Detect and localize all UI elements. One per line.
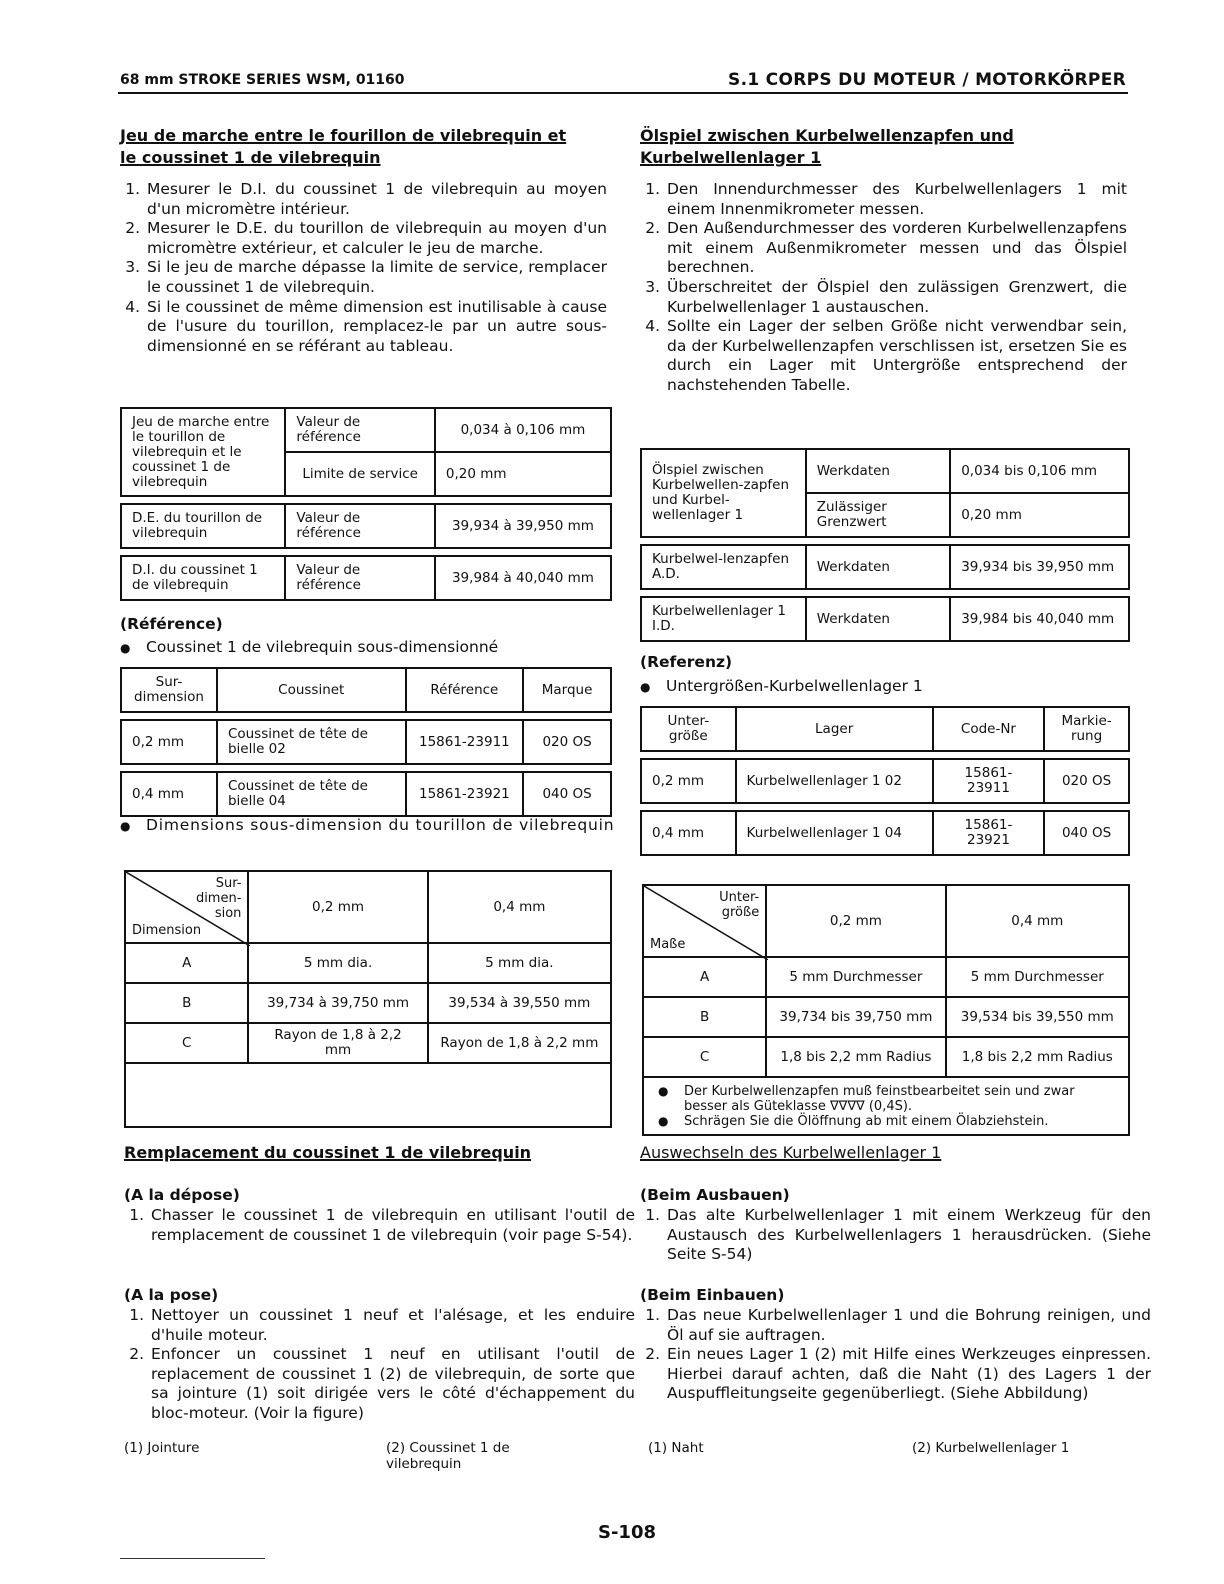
gap-cell — [641, 803, 1129, 811]
table-gap — [641, 751, 1129, 759]
table-cell: Coussinet — [217, 668, 406, 712]
gap-cell — [121, 764, 611, 772]
list-item: 1. Das alte Kurbelwellenlager 1 mit einem Werkzeug für den Austausch des Kurbelwellenlagers 1 herausdrücken. (Siehe Seite S-54) — [665, 1206, 1151, 1265]
de-legend-1: (1) Naht — [648, 1440, 704, 1456]
table-gap — [641, 537, 1129, 545]
list-item: 2. Ein neues Lager 1 (2) mit Hilfe eines Werkzeuges einpressen. Hierbei darauf achten, daß die Naht (1) des Lagers 1 der Auspuffleitungseite gegenüberliegt. (Siehe Abbildung) — [665, 1345, 1151, 1404]
table-cell: D.E. du tourillon de vilebrequin — [121, 504, 285, 548]
table-cell: Valeur de référence — [285, 556, 434, 600]
table-row — [121, 556, 611, 600]
table-cell: Zulässiger Grenzwert — [806, 493, 950, 537]
de-undersize-table — [640, 706, 1130, 856]
de-removal-steps — [640, 1206, 1151, 1265]
list-item: 4. Si le coussinet de même dimension est inutilisable à cause de l'usure du tourillon, remplacez-le par un autre sous-dimensionné en se référant au tableau. — [145, 298, 607, 357]
fr-legend-2: (2) Coussinet 1 de vilebrequin — [386, 1440, 510, 1472]
table-row — [125, 983, 611, 1023]
de-title-line1: Ölspiel zwischen Kurbelwellenzapfen und — [640, 126, 1014, 145]
table-row — [641, 707, 1129, 751]
table-cell: Valeur de référence — [285, 504, 434, 548]
table-cell: 15861-23911 — [933, 759, 1044, 803]
table-cell: 39,734 bis 39,750 mm — [766, 997, 945, 1037]
table-cell: Unter-größe — [641, 707, 736, 751]
diagonal-header-cell — [125, 871, 248, 943]
fr-title — [120, 125, 620, 169]
de-install-heading: (Beim Einbauen) — [640, 1286, 785, 1304]
table-cell: Sur-dimension — [121, 668, 217, 712]
table-row — [641, 545, 1129, 589]
column-header: 0,2 mm — [766, 885, 945, 957]
gap-cell — [121, 548, 611, 556]
table-row — [121, 408, 611, 452]
table-row — [121, 772, 611, 816]
list-item: 1. Das neue Kurbelwellenlager 1 und die Bohrung reinigen, und Öl auf sie auftragen. — [665, 1306, 1151, 1345]
table-cell: 040 OS — [1044, 811, 1129, 855]
table-cell: 0,034 bis 0,106 mm — [950, 449, 1129, 493]
gap-cell — [121, 712, 611, 720]
corner-top-label: Sur-dimen-sion — [195, 876, 242, 921]
fr-removal-steps — [124, 1206, 635, 1245]
table-cell: Coussinet de tête de bielle 02 — [217, 720, 406, 764]
list-item: 3. Si le jeu de marche dépasse la limite de service, remplacer le coussinet 1 de vilebrequin. — [145, 258, 607, 297]
table-cell: Ölspiel zwischen Kurbelwellen-zapfen und Kurbel-wellenlager 1 — [641, 449, 806, 537]
header-series: 68 mm STROKE SERIES WSM, 01160 — [120, 72, 405, 88]
column-header: 0,4 mm — [428, 871, 611, 943]
notes-row — [125, 1063, 611, 1127]
table-cell: Lager — [736, 707, 933, 751]
table-row — [643, 1037, 1129, 1077]
table-row — [121, 668, 611, 712]
table-gap — [641, 803, 1129, 811]
table-cell: 0,20 mm — [950, 493, 1129, 537]
fr-install-heading: (A la pose) — [124, 1286, 219, 1304]
table-cell: Code-Nr — [933, 707, 1044, 751]
table-cell: 39,984 à 40,040 mm — [435, 556, 611, 600]
de-title — [640, 125, 1140, 169]
table-gap — [121, 496, 611, 504]
list-item: 4. Sollte ein Lager der selben Größe nicht verwendbar sein, da der Kurbelwellenzapfen verschlissen ist, ersetzen Sie es durch ein Lager mit Untergröße entsprechend der nachstehenden Tabelle. — [665, 317, 1127, 395]
list-item: 1. Chasser le coussinet 1 de vilebrequin en utilisant l'outil de remplacement de coussinet 1 de vilebrequin (voir page S-54). — [149, 1206, 635, 1245]
list-item: 3. Überschreitet der Ölspiel den zulässigen Grenzwert, die Kurbelwellenlager 1 austauschen. — [665, 278, 1127, 317]
table-cell: C — [125, 1023, 248, 1063]
gap-cell — [121, 496, 611, 504]
header-rule — [118, 92, 1128, 94]
de-removal-heading: (Beim Ausbauen) — [640, 1186, 790, 1204]
table-cell: Limite de service — [285, 452, 434, 496]
table-row — [643, 957, 1129, 997]
table-cell: 0,4 mm — [121, 772, 217, 816]
list-item: 1. Mesurer le D.I. du coussinet 1 de vilebrequin au moyen d'un micromètre intérieur. — [145, 180, 607, 219]
table-cell: Kurbelwellenlager 1 04 — [736, 811, 933, 855]
fr-title-line1: Jeu de marche entre le fourillon de vilebrequin et — [120, 126, 567, 145]
table-row — [121, 720, 611, 764]
table-gap — [641, 589, 1129, 597]
fr-undersize-table — [120, 667, 612, 817]
list-item: 1. Den Innendurchmesser des Kurbelwellenlagers 1 mit einem Innenmikrometer messen. — [665, 180, 1127, 219]
note-item: ● Der Kurbelwellenzapfen muß feinstbearbeitet sein und zwar besser als Güteklasse ∇∇∇∇ (0,4S). — [654, 1084, 1118, 1114]
header-section: S.1 CORPS DU MOTEUR / MOTORKÖRPER — [728, 70, 1126, 90]
table-row — [121, 504, 611, 548]
list-item: 2. Den Außendurchmesser des vorderen Kurbelwellenzapfens mit einem Außenmikrometer messen und das Ölspiel berechnen. — [665, 219, 1127, 278]
table-cell: Valeur de référence — [285, 408, 434, 452]
de-spec-table — [640, 448, 1130, 642]
table-cell: 39,934 bis 39,950 mm — [950, 545, 1129, 589]
table-cell: 39,534 à 39,550 mm — [428, 983, 611, 1023]
table-cell: A — [643, 957, 766, 997]
table-cell: Rayon de 1,8 à 2,2 mm — [428, 1023, 611, 1063]
fr-dim-table — [124, 870, 612, 1128]
table-cell: A — [125, 943, 248, 983]
table-row — [643, 997, 1129, 1037]
table-gap — [121, 548, 611, 556]
table-cell: Markie-rung — [1044, 707, 1129, 751]
table-cell: 39,534 bis 39,550 mm — [946, 997, 1129, 1037]
table-cell: Werkdaten — [806, 545, 950, 589]
diagonal-header-cell — [643, 885, 766, 957]
table-cell: Rayon de 1,8 à 2,2 mm — [248, 1023, 427, 1063]
table-gap — [121, 764, 611, 772]
gap-cell — [641, 537, 1129, 545]
table-row — [125, 943, 611, 983]
notes-row — [643, 1077, 1129, 1135]
table-header-row — [643, 885, 1129, 957]
table-cell: 0,4 mm — [641, 811, 736, 855]
de-legend-2: (2) Kurbelwellenlager 1 — [912, 1440, 1070, 1456]
table-row — [641, 759, 1129, 803]
column-header: 0,2 mm — [248, 871, 427, 943]
table-cell: Kurbelwel-lenzapfen A.D. — [641, 545, 806, 589]
de-bullet-undersize-bearing: ● Untergrößen-Kurbelwellenlager 1 — [640, 676, 1156, 698]
note-item: ● Schrägen Sie die Ölöffnung ab mit einem Ölabziehstein. — [654, 1114, 1118, 1129]
table-cell: 5 mm Durchmesser — [946, 957, 1129, 997]
list-item: 2. Enfoncer un coussinet 1 neuf en utilisant l'outil de replacement de coussinet 1 (2) de vilebrequin, de sorte que sa jointure (1) soit dirigée vers le côté d'échappement du bloc-moteur. (Voir la figure) — [149, 1345, 635, 1423]
table-cell: 020 OS — [1044, 759, 1129, 803]
table-cell: 39,934 à 39,950 mm — [435, 504, 611, 548]
table-row — [641, 449, 1129, 493]
fr-legend-1: (1) Jointure — [124, 1440, 200, 1456]
table-cell: D.I. du coussinet 1 de vilebrequin — [121, 556, 285, 600]
list-item: 2. Mesurer le D.E. du tourillon de vilebrequin au moyen d'un micromètre extérieur, et calculer le jeu de marche. — [145, 219, 607, 258]
table-cell: B — [643, 997, 766, 1037]
table-cell: 39,984 bis 40,040 mm — [950, 597, 1129, 641]
table-cell: 39,734 à 39,750 mm — [248, 983, 427, 1023]
fr-bullet-journal-dims: ● Dimensions sous-dimension du tourillon de vilebrequin — [120, 815, 636, 837]
table-cell: Coussinet de tête de bielle 04 — [217, 772, 406, 816]
notes-cell — [643, 1077, 1129, 1135]
table-cell: 0,2 mm — [641, 759, 736, 803]
table-cell: C — [643, 1037, 766, 1077]
table-cell: 5 mm dia. — [428, 943, 611, 983]
table-row — [641, 597, 1129, 641]
fr-reference: (Référence) — [120, 615, 223, 633]
table-cell: Kurbelwellenlager 1 I.D. — [641, 597, 806, 641]
table-cell: 15861-23911 — [406, 720, 524, 764]
fr-steps — [120, 180, 607, 356]
table-cell: Référence — [406, 668, 524, 712]
table-header-row — [125, 871, 611, 943]
table-cell: 5 mm dia. — [248, 943, 427, 983]
corner-bottom-label: Dimension — [132, 923, 202, 938]
table-cell: 1,8 bis 2,2 mm Radius — [946, 1037, 1129, 1077]
table-cell: 15861-23921 — [406, 772, 524, 816]
corner-bottom-label: Maße — [650, 937, 686, 952]
table-cell: Jeu de marche entre le tourillon de vilebrequin et le coussinet 1 de vilebrequin — [121, 408, 285, 496]
fr-install-steps — [124, 1306, 635, 1424]
gap-cell — [641, 751, 1129, 759]
table-row — [641, 811, 1129, 855]
table-cell: Marque — [523, 668, 611, 712]
corner-top-label: Unter-größe — [719, 890, 760, 920]
table-cell: 5 mm Durchmesser — [766, 957, 945, 997]
gap-cell — [641, 589, 1129, 597]
de-section-replacement: Auswechseln des Kurbelwellenlager 1 — [640, 1143, 942, 1162]
table-cell: 1,8 bis 2,2 mm Radius — [766, 1037, 945, 1077]
notes-cell — [125, 1063, 611, 1127]
de-title-line2: Kurbelwellenlager 1 — [640, 148, 822, 167]
table-cell: Werkdaten — [806, 597, 950, 641]
table-cell: Kurbelwellenlager 1 02 — [736, 759, 933, 803]
table-row — [125, 1023, 611, 1063]
table-cell: 0,034 à 0,106 mm — [435, 408, 611, 452]
de-dim-table — [642, 884, 1130, 1136]
de-reference: (Referenz) — [640, 653, 733, 671]
table-cell: 0,20 mm — [435, 452, 611, 496]
fr-bullet-undersize-bearing: ● Coussinet 1 de vilebrequin sous-dimensionné — [120, 637, 636, 659]
table-cell: 15861-23921 — [933, 811, 1044, 855]
table-cell: 020 OS — [523, 720, 611, 764]
table-cell: 040 OS — [523, 772, 611, 816]
de-steps — [640, 180, 1127, 396]
de-install-steps — [640, 1306, 1151, 1404]
page-number: S-108 — [598, 1522, 657, 1543]
fr-section-replacement: Remplacement du coussinet 1 de vilebrequin — [124, 1143, 532, 1162]
table-cell: B — [125, 983, 248, 1023]
fr-spec-table — [120, 407, 612, 601]
column-header: 0,4 mm — [946, 885, 1129, 957]
fr-title-line2: le coussinet 1 de vilebrequin — [120, 148, 381, 167]
table-cell: Werkdaten — [806, 449, 950, 493]
table-cell: 0,2 mm — [121, 720, 217, 764]
list-item: 1. Nettoyer un coussinet 1 neuf et l'alésage, et les enduire d'huile moteur. — [149, 1306, 635, 1345]
footer-rule — [120, 1558, 265, 1559]
fr-removal-heading: (A la dépose) — [124, 1186, 240, 1204]
table-gap — [121, 712, 611, 720]
